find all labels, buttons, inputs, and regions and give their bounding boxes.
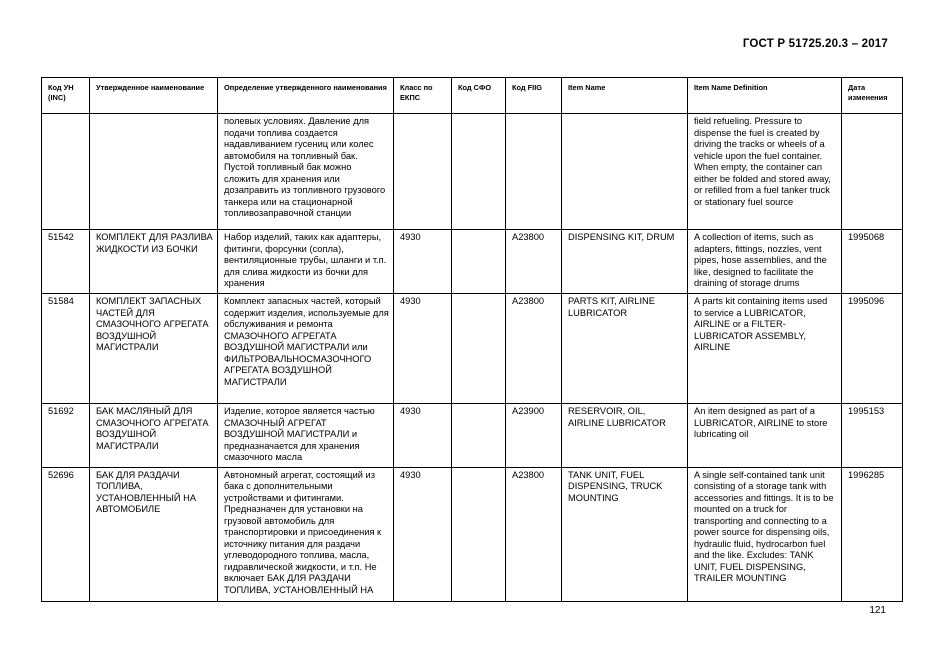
column-header-change-date: Дата изменения	[842, 78, 903, 114]
cell-fiig: A23800	[506, 294, 562, 404]
cell-class: 4930	[394, 230, 452, 294]
cell-sfo	[452, 294, 506, 404]
cell-item-name: RESERVOIR, OIL, AIRLINE LUBRICATOR	[562, 404, 688, 468]
column-header-sfo: Код СФО	[452, 78, 506, 114]
cell-name-ru	[90, 114, 218, 230]
cell-name-ru: БАК ДЛЯ РАЗДАЧИ ТОПЛИВА, УСТАНОВЛЕННЫЙ НА АВТОМОБИЛЕ	[90, 467, 218, 601]
cell-sfo	[452, 114, 506, 230]
cell-date	[842, 114, 903, 230]
column-header-item-name: Item Name	[562, 78, 688, 114]
cell-name-ru: КОМПЛЕКТ ЗАПАСНЫХ ЧАСТЕЙ ДЛЯ СМАЗОЧНОГО АГРЕГАТА ВОЗДУШНОЙ МАГИСТРАЛИ	[90, 294, 218, 404]
cell-inc: 51692	[42, 404, 90, 468]
cell-fiig	[506, 114, 562, 230]
cell-class: 4930	[394, 404, 452, 468]
cell-date: 1995096	[842, 294, 903, 404]
column-header-class: Класс по ЕКПС	[394, 78, 452, 114]
cell-name-ru: КОМПЛЕКТ ДЛЯ РАЗЛИВА ЖИДКОСТИ ИЗ БОЧКИ	[90, 230, 218, 294]
cell-definition-en: A collection of items, such as adapters, fittings, nozzles, vent pipes, hose assemblies, and the like, designed to facilitate the draining of storage drums	[688, 230, 842, 294]
column-header-item-definition: Item Name Definition	[688, 78, 842, 114]
table-row	[42, 467, 903, 601]
column-header-fiig: Код FIIG	[506, 78, 562, 114]
cell-inc: 51542	[42, 230, 90, 294]
cell-definition-ru: Комплект запасных частей, который содержит изделия, используемые для обслуживания и ремонта СМАЗОЧНОГО АГРЕГАТА ВОЗДУШНОЙ МАГИСТРАЛИ или ФИЛЬТРОВАЛЬНОСМАЗОЧНОГО АГРЕГАТА ВОЗДУШНОЙ МАГИСТРАЛИ	[218, 294, 394, 404]
cell-date: 1995153	[842, 404, 903, 468]
cell-fiig: A23800	[506, 467, 562, 601]
cell-name-ru: БАК МАСЛЯНЫЙ ДЛЯ СМАЗОЧНОГО АГРЕГАТА ВОЗДУШНОЙ МАГИСТРАЛИ	[90, 404, 218, 468]
cell-fiig: A23800	[506, 230, 562, 294]
cell-definition-en: field refueling. Pressure to dispense the fuel is created by driving the tracks or wheels of a vehicle upon the fuel container. When empty, the container can either be folded and stored away, or refilled from a fuel tanker truck or stationary fuel source	[688, 114, 842, 230]
column-header-approved-name: Утвержденное наименование	[90, 78, 218, 114]
cell-fiig: A23900	[506, 404, 562, 468]
table-row	[42, 294, 903, 404]
cell-definition-en: An item designed as part of a LUBRICATOR, AIRLINE to store lubricating oil	[688, 404, 842, 468]
cell-sfo	[452, 467, 506, 601]
page-number: 121	[869, 605, 886, 616]
cell-date: 1996285	[842, 467, 903, 601]
table-row	[42, 114, 903, 230]
cell-item-name: TANK UNIT, FUEL DISPENSING, TRUCK MOUNTING	[562, 467, 688, 601]
column-header-inc: Код УН (INC)	[42, 78, 90, 114]
table-row	[42, 230, 903, 294]
cell-sfo	[452, 230, 506, 294]
cell-date: 1995068	[842, 230, 903, 294]
cell-definition-ru: Автономный агрегат, состоящий из бака с дополнительными устройствами и фитингами. Предназначен для установки на грузовой автомобиль для транспортировки и присоединения к источнику питания для раздачи углеводородного топлива, масла, гидравлической жидкости, и т.п. Не включает БАК ДЛЯ РАЗДАЧИ ТОПЛИВА, УСТАНОВЛЕННЫЙ НА	[218, 467, 394, 601]
cell-definition-ru: Изделие, которое является частью СМАЗОЧНЫЙ АГРЕГАТ ВОЗДУШНОЙ МАГИСТРАЛИ и предназначается для хранения смазочного масла	[218, 404, 394, 468]
cell-class	[394, 114, 452, 230]
cell-sfo	[452, 404, 506, 468]
table-header-row	[42, 78, 903, 114]
cell-item-name: DISPENSING KIT, DRUM	[562, 230, 688, 294]
cell-item-name: PARTS KIT, AIRLINE LUBRICATOR	[562, 294, 688, 404]
cell-class: 4930	[394, 467, 452, 601]
nomenclature-table	[41, 77, 903, 602]
cell-definition-ru: Набор изделий, таких как адаптеры, фитинги, форсунки (сопла), вентиляционные трубы, шланги и т.п. для слива жидкости из бочки для хранения	[218, 230, 394, 294]
cell-class: 4930	[394, 294, 452, 404]
document-code: ГОСТ Р 51725.20.3 – 2017	[742, 38, 888, 50]
column-header-approved-definition: Определение утвержденного наименования	[218, 78, 394, 114]
cell-inc: 51584	[42, 294, 90, 404]
cell-inc	[42, 114, 90, 230]
cell-inc: 52696	[42, 467, 90, 601]
cell-definition-en: A single self-contained tank unit consisting of a storage tank with accessories and fittings. It is to be mounted on a truck for transporting and connecting to a power source for dispensing oils, hydraulic fluid, hydrocarbon fuel and the like. Excludes: TANK UNIT, FUEL DISPENSING, TRAILER MOUNTING	[688, 467, 842, 601]
cell-definition-en: A parts kit containing items used to service a LUBRICATOR, AIRLINE or a FILTER-LUBRICATOR ASSEMBLY, AIRLINE	[688, 294, 842, 404]
cell-definition-ru: полевых условиях. Давление для подачи топлива создается надавливанием гусениц или колес автомобиля на топливный бак. Пустой топливный бак можно сложить для хранения или дозаправить из топливного грузового танкера или на стационарной топливозаправочной станции	[218, 114, 394, 230]
cell-item-name	[562, 114, 688, 230]
table-row	[42, 404, 903, 468]
